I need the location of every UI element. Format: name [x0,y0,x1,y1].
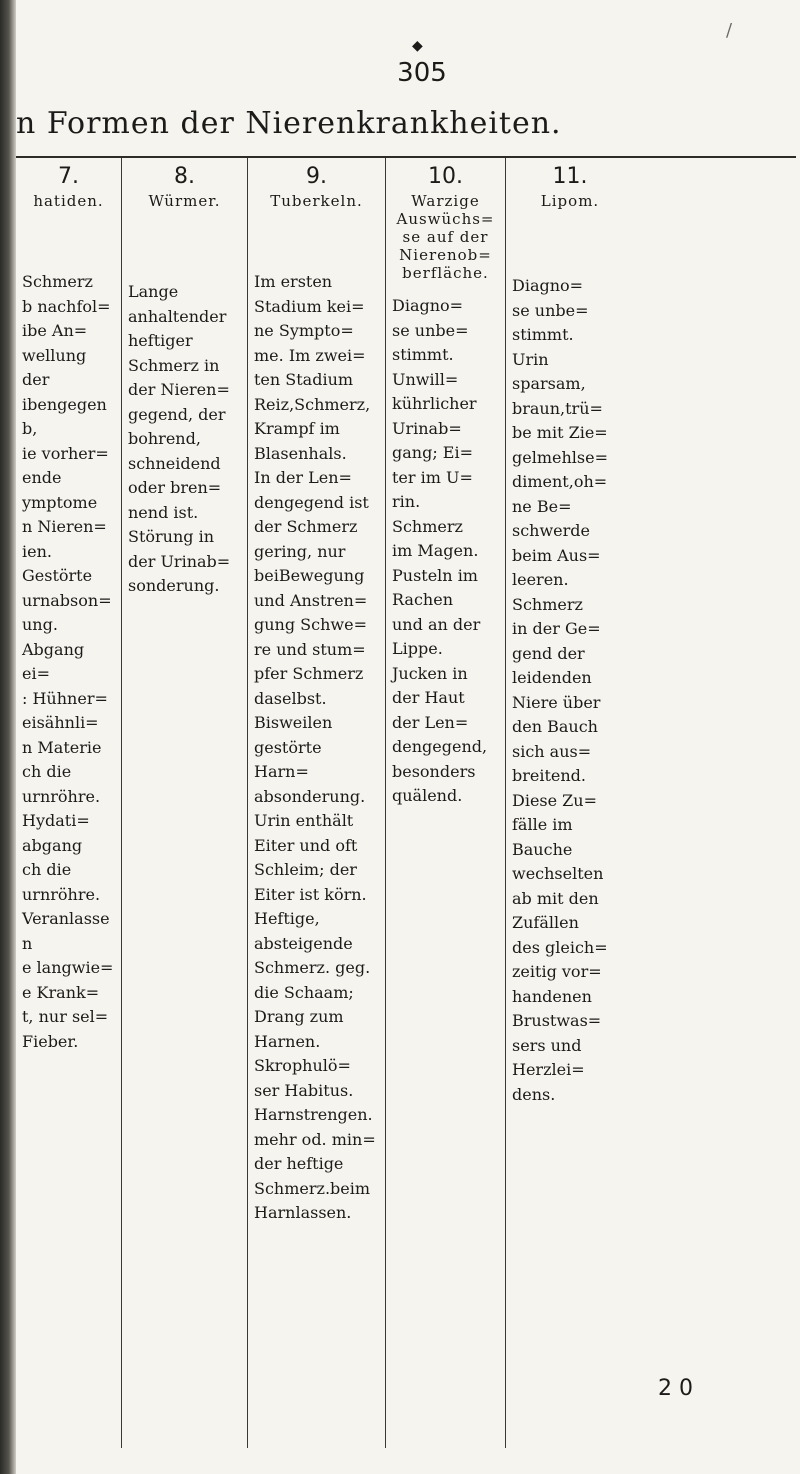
column-text: Diagno= se unbe= stimmt. Unwill= kührlicher Urinab= gang; Ei= ter im U= rin. Schmerz im Magen. Pusteln im Rachen und an der Lippe. Jucken in der Haut der Len= dengegend, besonders quälend. [392,296,488,805]
symptom-table [16,156,796,1448]
bottom-mark: 2 0 [658,1376,693,1401]
book-binding-edge [0,0,16,1474]
column-title: Warzige Auswüchs= se auf der Nierenob= berfläche. [396,192,495,282]
column-text: Diagno= se unbe= stimmt. Urin sparsam, braun,trü= be mit Zie= gelmehlse= diment,oh= ne Be= schwerde beim Aus= leeren. Schmerz in der Ge= gend der leidenden Niere über den Bauch sich aus= breitend. Diese Zu= fälle im Bauche wechselten ab mit den Zufällen des gleich= zeitig vor= handenen Brustwas= sers und Herzlei= dens. [512,276,608,1104]
column-number: 7. [58,164,79,189]
column-text: Lange anhaltender heftiger Schmerz in der Nieren= gegend, der bohrend, schneidend oder bren= nend ist. Störung in der Urinab= sonderung. [128,282,231,595]
column-title: Tuberkeln. [270,192,363,210]
column-title: hatiden. [33,192,104,210]
column-text: Im ersten Stadium kei= ne Sympto= me. Im zwei= ten Stadium Reiz,Schmerz, Krampf im Blasenhals. In der Len= dengegend ist der Schmerz gering, nur beiBewegung und Anstren= gung Schwe= re und stum= pfer Schmerz daselbst. Bisweilen gestörte Harn= absonderung. Urin enthält Eiter und oft Schleim; der Eiter ist körn. Heftige, absteigende Schmerz. geg. die Schaam; Drang zum Harnen. Skrophulö= ser Habitus. Harnstrengen. mehr od. min= der heftige Schmerz.beim Harnlassen. [254,272,376,1222]
column-9 [248,158,386,1448]
page-marker: ◆ [412,38,423,54]
column-number: 8. [174,164,195,189]
column-title: Lipom. [540,192,600,210]
corner-mark: / [726,20,733,41]
column-8 [122,158,248,1448]
column-number: 11. [552,164,588,189]
page-number: 305 [397,58,447,88]
column-number: 10. [428,164,463,189]
column-11 [506,158,796,1448]
column-title: Würmer. [148,192,221,210]
column-number: 9. [306,164,327,189]
running-head: n Formen der Nierenkrankheiten. [16,106,562,141]
column-7 [16,158,122,1448]
column-text: Schmerz b nachfol= ibe An= wellung der ibengegenb, ie vorher= ende ymptome n Nieren= ien. Gestörte urnabson= ung. Abgang ei= : Hühner= eisähnli= n Materie ch die urnröhre. Hydati= abgang ch die urnröhre. Veranlassen e langwie= e Krank= t, nur sel= Fieber. [22,272,114,1051]
column-10 [386,158,506,1448]
